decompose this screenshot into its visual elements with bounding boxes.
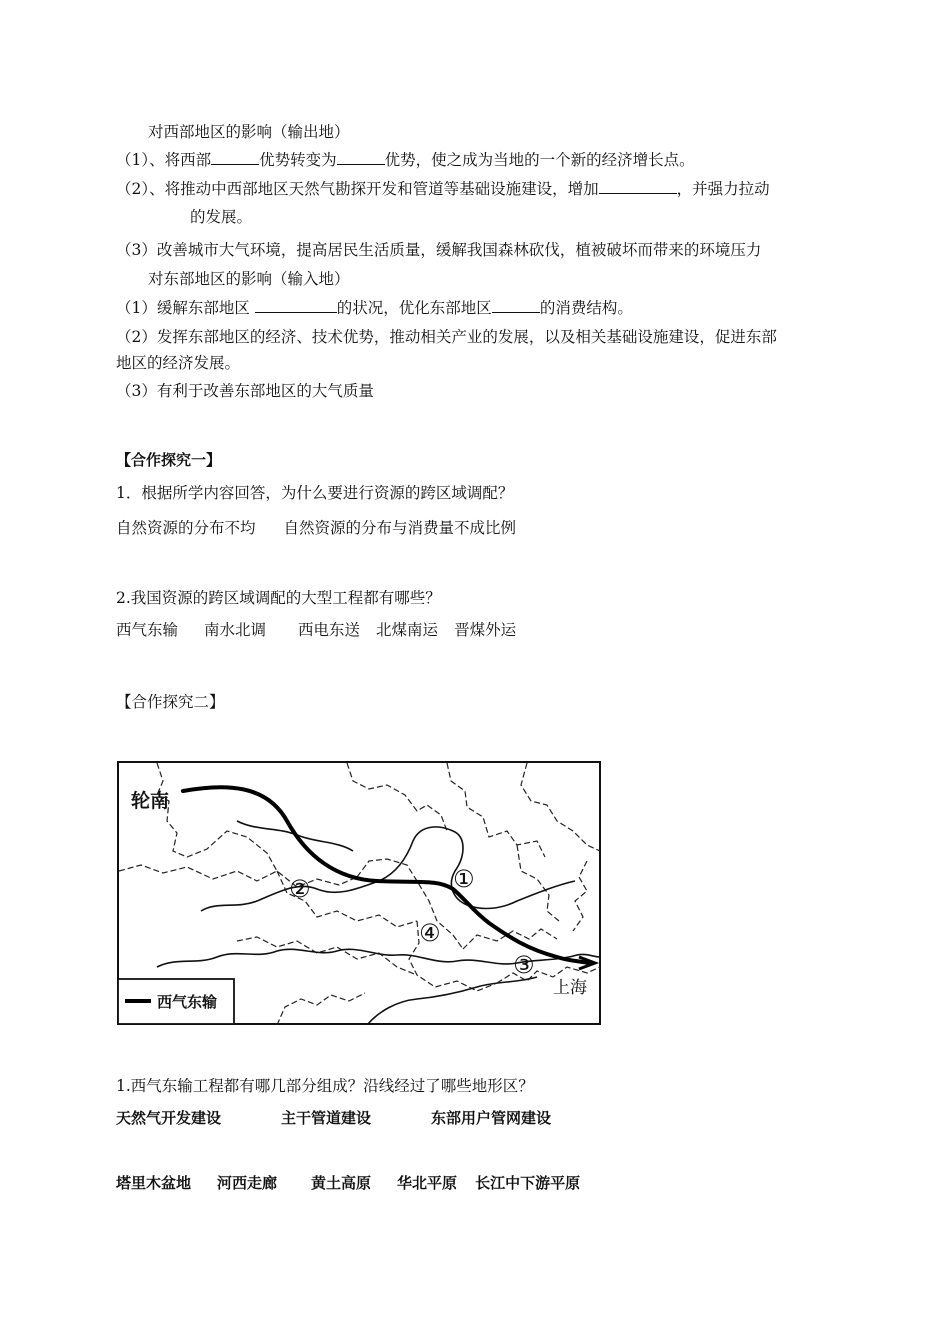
text: ，并强力拉动 <box>676 180 770 198</box>
coop2-question-1: 1.西气东输工程都有哪几部分组成？沿线经过了哪些地形区？ <box>116 1077 534 1095</box>
answer-text: 东部用户管网建设 <box>431 1109 552 1127</box>
east-impact-item-2-cont: 地区的经济发展。 <box>116 354 241 372</box>
east-impact-item-3: （3）有利于改善东部地区的大气质量 <box>116 382 374 400</box>
answer-text: 自然资源的分布不均 <box>116 519 256 537</box>
east-impact-heading: 对东部地区的影响（输入地） <box>148 270 350 288</box>
east-impact-item-2: （2）发挥东部地区的经济、技术优势，推动相关产业的发展，以及相关基础设施建设，促进东部 <box>116 328 777 346</box>
west-impact-item-1 <box>116 150 695 170</box>
label-end: 上海 <box>553 978 587 998</box>
west-impact-item-2-cont <box>190 207 252 227</box>
text: 的状况，优化东部地区 <box>336 299 492 317</box>
label-start: 轮南 <box>131 790 170 812</box>
answer-text: 西气东输 <box>116 621 179 639</box>
coop1-title: 【合作探究一】 <box>116 451 222 469</box>
answer-text: 自然资源的分布与消费量不成比例 <box>283 519 517 537</box>
text: （1）、将西部 <box>116 151 212 169</box>
coop2-answer-terrain <box>116 1173 580 1193</box>
blank-line[interactable] <box>255 298 337 313</box>
text: （2）、将推动中西部地区天然气勘探开发和管道等基础设施建设，增加 <box>116 180 599 198</box>
answer-text: 河西走廊 <box>217 1174 278 1192</box>
coop1-question-2: 2.我国资源的跨区域调配的大型工程都有哪些？ <box>116 589 441 607</box>
blank-line[interactable] <box>492 298 540 313</box>
answer-text: 天然气开发建设 <box>116 1109 222 1127</box>
coop1-question-1: 1．根据所学内容回答，为什么要进行资源的跨区域调配？ <box>116 484 514 502</box>
west-impact-item-3: （3）改善城市大气环境，提高居民生活质量，缓解我国森林砍伐，植被破坏而带来的环境压力 <box>116 241 762 259</box>
answer-text: 晋煤外运 <box>454 621 517 639</box>
coop1-answer-2 <box>116 620 516 640</box>
answer-text: 华北平原 <box>397 1174 458 1192</box>
blank-line[interactable] <box>211 150 259 165</box>
text: 优势，使之成为当地的一个新的经济增长点。 <box>384 151 695 169</box>
legend-label: 西气东输 <box>157 993 218 1011</box>
west-impact-item-2 <box>116 179 770 199</box>
marker-2: ② <box>289 875 311 903</box>
coop2-title: 【合作探究二】 <box>116 693 225 711</box>
east-impact-item-1 <box>116 298 633 318</box>
blank-line[interactable] <box>599 179 677 194</box>
coop1-answer-1 <box>116 518 516 538</box>
text: 优势转变为 <box>259 151 337 169</box>
west-impact-heading: 对西部地区的影响（输出地） <box>148 123 350 141</box>
answer-text: 长江中下游平原 <box>475 1174 581 1192</box>
text: （1）缓解东部地区 <box>116 299 255 317</box>
text: 的消费结构。 <box>539 299 633 317</box>
answer-text: 北煤南运 <box>376 621 439 639</box>
marker-3: ③ <box>513 951 535 979</box>
answer-text: 南水北调 <box>204 621 267 639</box>
west-east-gas-pipeline-map <box>117 761 601 1025</box>
answer-text: 西电东送 <box>298 621 361 639</box>
marker-1: ① <box>453 865 475 893</box>
coop2-answer-parts <box>116 1108 551 1128</box>
answer-text: 塔里木盆地 <box>116 1174 192 1192</box>
marker-4: ④ <box>419 919 441 947</box>
blank-line[interactable] <box>337 150 385 165</box>
answer-text: 主干管道建设 <box>281 1109 372 1127</box>
answer-text: 黄土高原 <box>311 1174 372 1192</box>
text: 的发展。 <box>190 208 253 226</box>
